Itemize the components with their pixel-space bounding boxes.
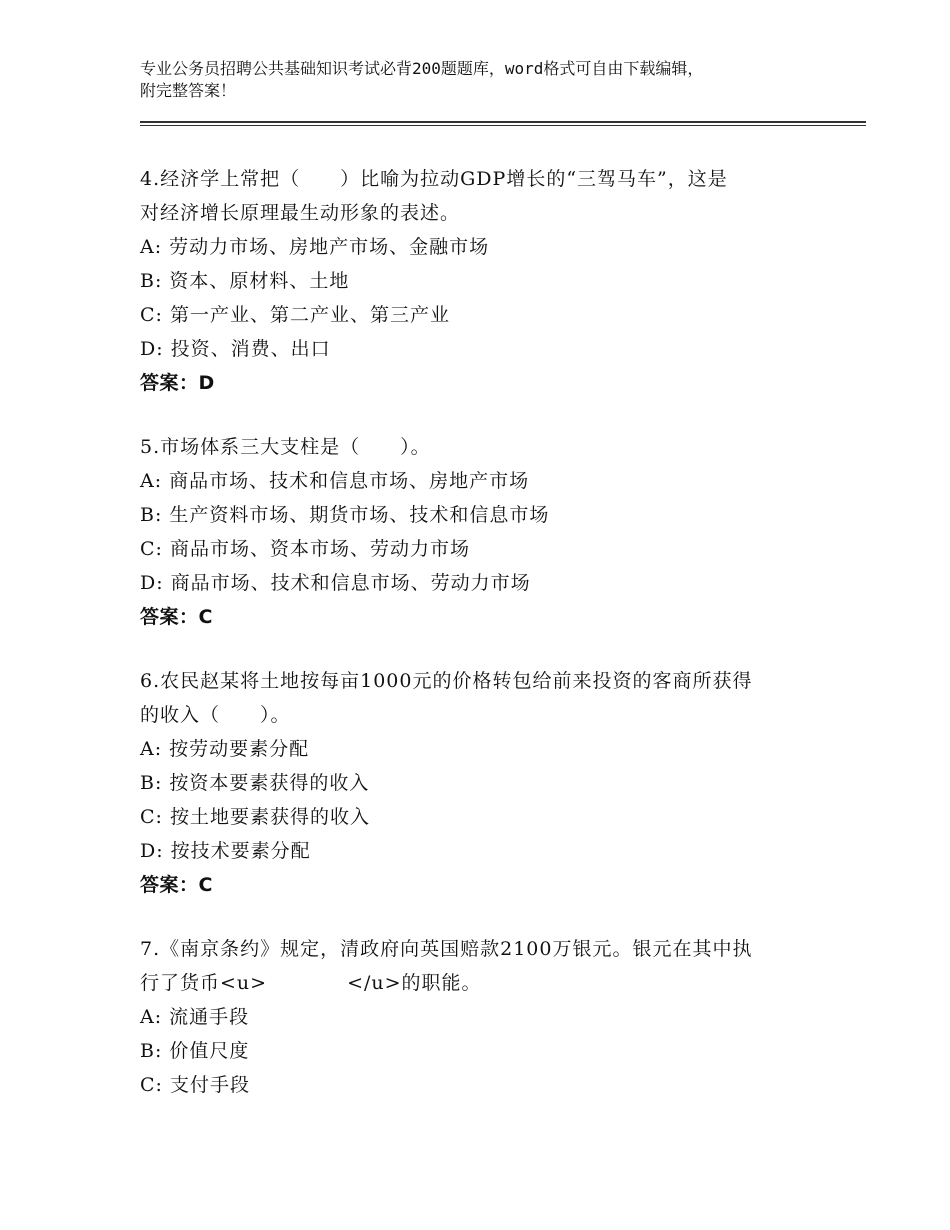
question-stem-line: 6.农民赵某将土地按每亩1000元的价格转包给前来投资的客商所获得 bbox=[140, 670, 753, 692]
question-list bbox=[140, 162, 840, 1132]
question-6 bbox=[140, 664, 840, 902]
question-stem-line: 对经济增长原理最生动形象的表述。 bbox=[140, 202, 461, 224]
question-5 bbox=[140, 430, 840, 634]
option-c: C: 支付手段 bbox=[140, 1074, 250, 1096]
header-divider-thick bbox=[140, 121, 866, 123]
option-a: A: 按劳动要素分配 bbox=[140, 738, 310, 760]
option-a: A: 流通手段 bbox=[140, 1006, 250, 1028]
option-a: A: 劳动力市场、房地产市场、金融市场 bbox=[140, 236, 490, 258]
question-stem-line: 的收入（ ）。 bbox=[140, 704, 291, 726]
option-d: D: 商品市场、技术和信息市场、劳动力市场 bbox=[140, 572, 531, 594]
option-d: D: 投资、消费、出口 bbox=[140, 338, 331, 360]
option-c: C: 商品市场、资本市场、劳动力市场 bbox=[140, 538, 470, 560]
header-line-1: 专业公务员招聘公共基础知识考试必背200题题库，word格式可自由下载编辑， bbox=[140, 59, 704, 78]
question-stem-line: 7.《南京条约》规定，清政府向英国赔款2100万银元。银元在其中执 bbox=[140, 938, 753, 960]
question-4 bbox=[140, 162, 840, 400]
option-c: C: 第一产业、第二产业、第三产业 bbox=[140, 304, 450, 326]
answer-line: 答案：C bbox=[140, 606, 213, 628]
option-b: B: 生产资料市场、期货市场、技术和信息市场 bbox=[140, 504, 550, 526]
question-stem-line: 4.经济学上常把（ ）比喻为拉动GDP增长的“三驾马车”，这是 bbox=[140, 168, 728, 190]
document-header bbox=[140, 58, 840, 102]
header-divider-thin bbox=[140, 125, 866, 126]
option-b: B: 按资本要素获得的收入 bbox=[140, 772, 370, 794]
question-7 bbox=[140, 932, 840, 1102]
option-b: B: 价值尺度 bbox=[140, 1040, 250, 1062]
option-b: B: 资本、原材料、土地 bbox=[140, 270, 350, 292]
header-line-2: 附完整答案！ bbox=[140, 81, 237, 100]
option-d: D: 按技术要素分配 bbox=[140, 840, 311, 862]
question-stem-line: 行了货币<u> </u>的职能。 bbox=[140, 972, 482, 994]
option-c: C: 按土地要素获得的收入 bbox=[140, 806, 370, 828]
answer-line: 答案：C bbox=[140, 874, 213, 896]
question-stem-line: 5.市场体系三大支柱是（ ）。 bbox=[140, 436, 431, 458]
answer-line: 答案：D bbox=[140, 372, 215, 394]
option-a: A: 商品市场、技术和信息市场、房地产市场 bbox=[140, 470, 530, 492]
